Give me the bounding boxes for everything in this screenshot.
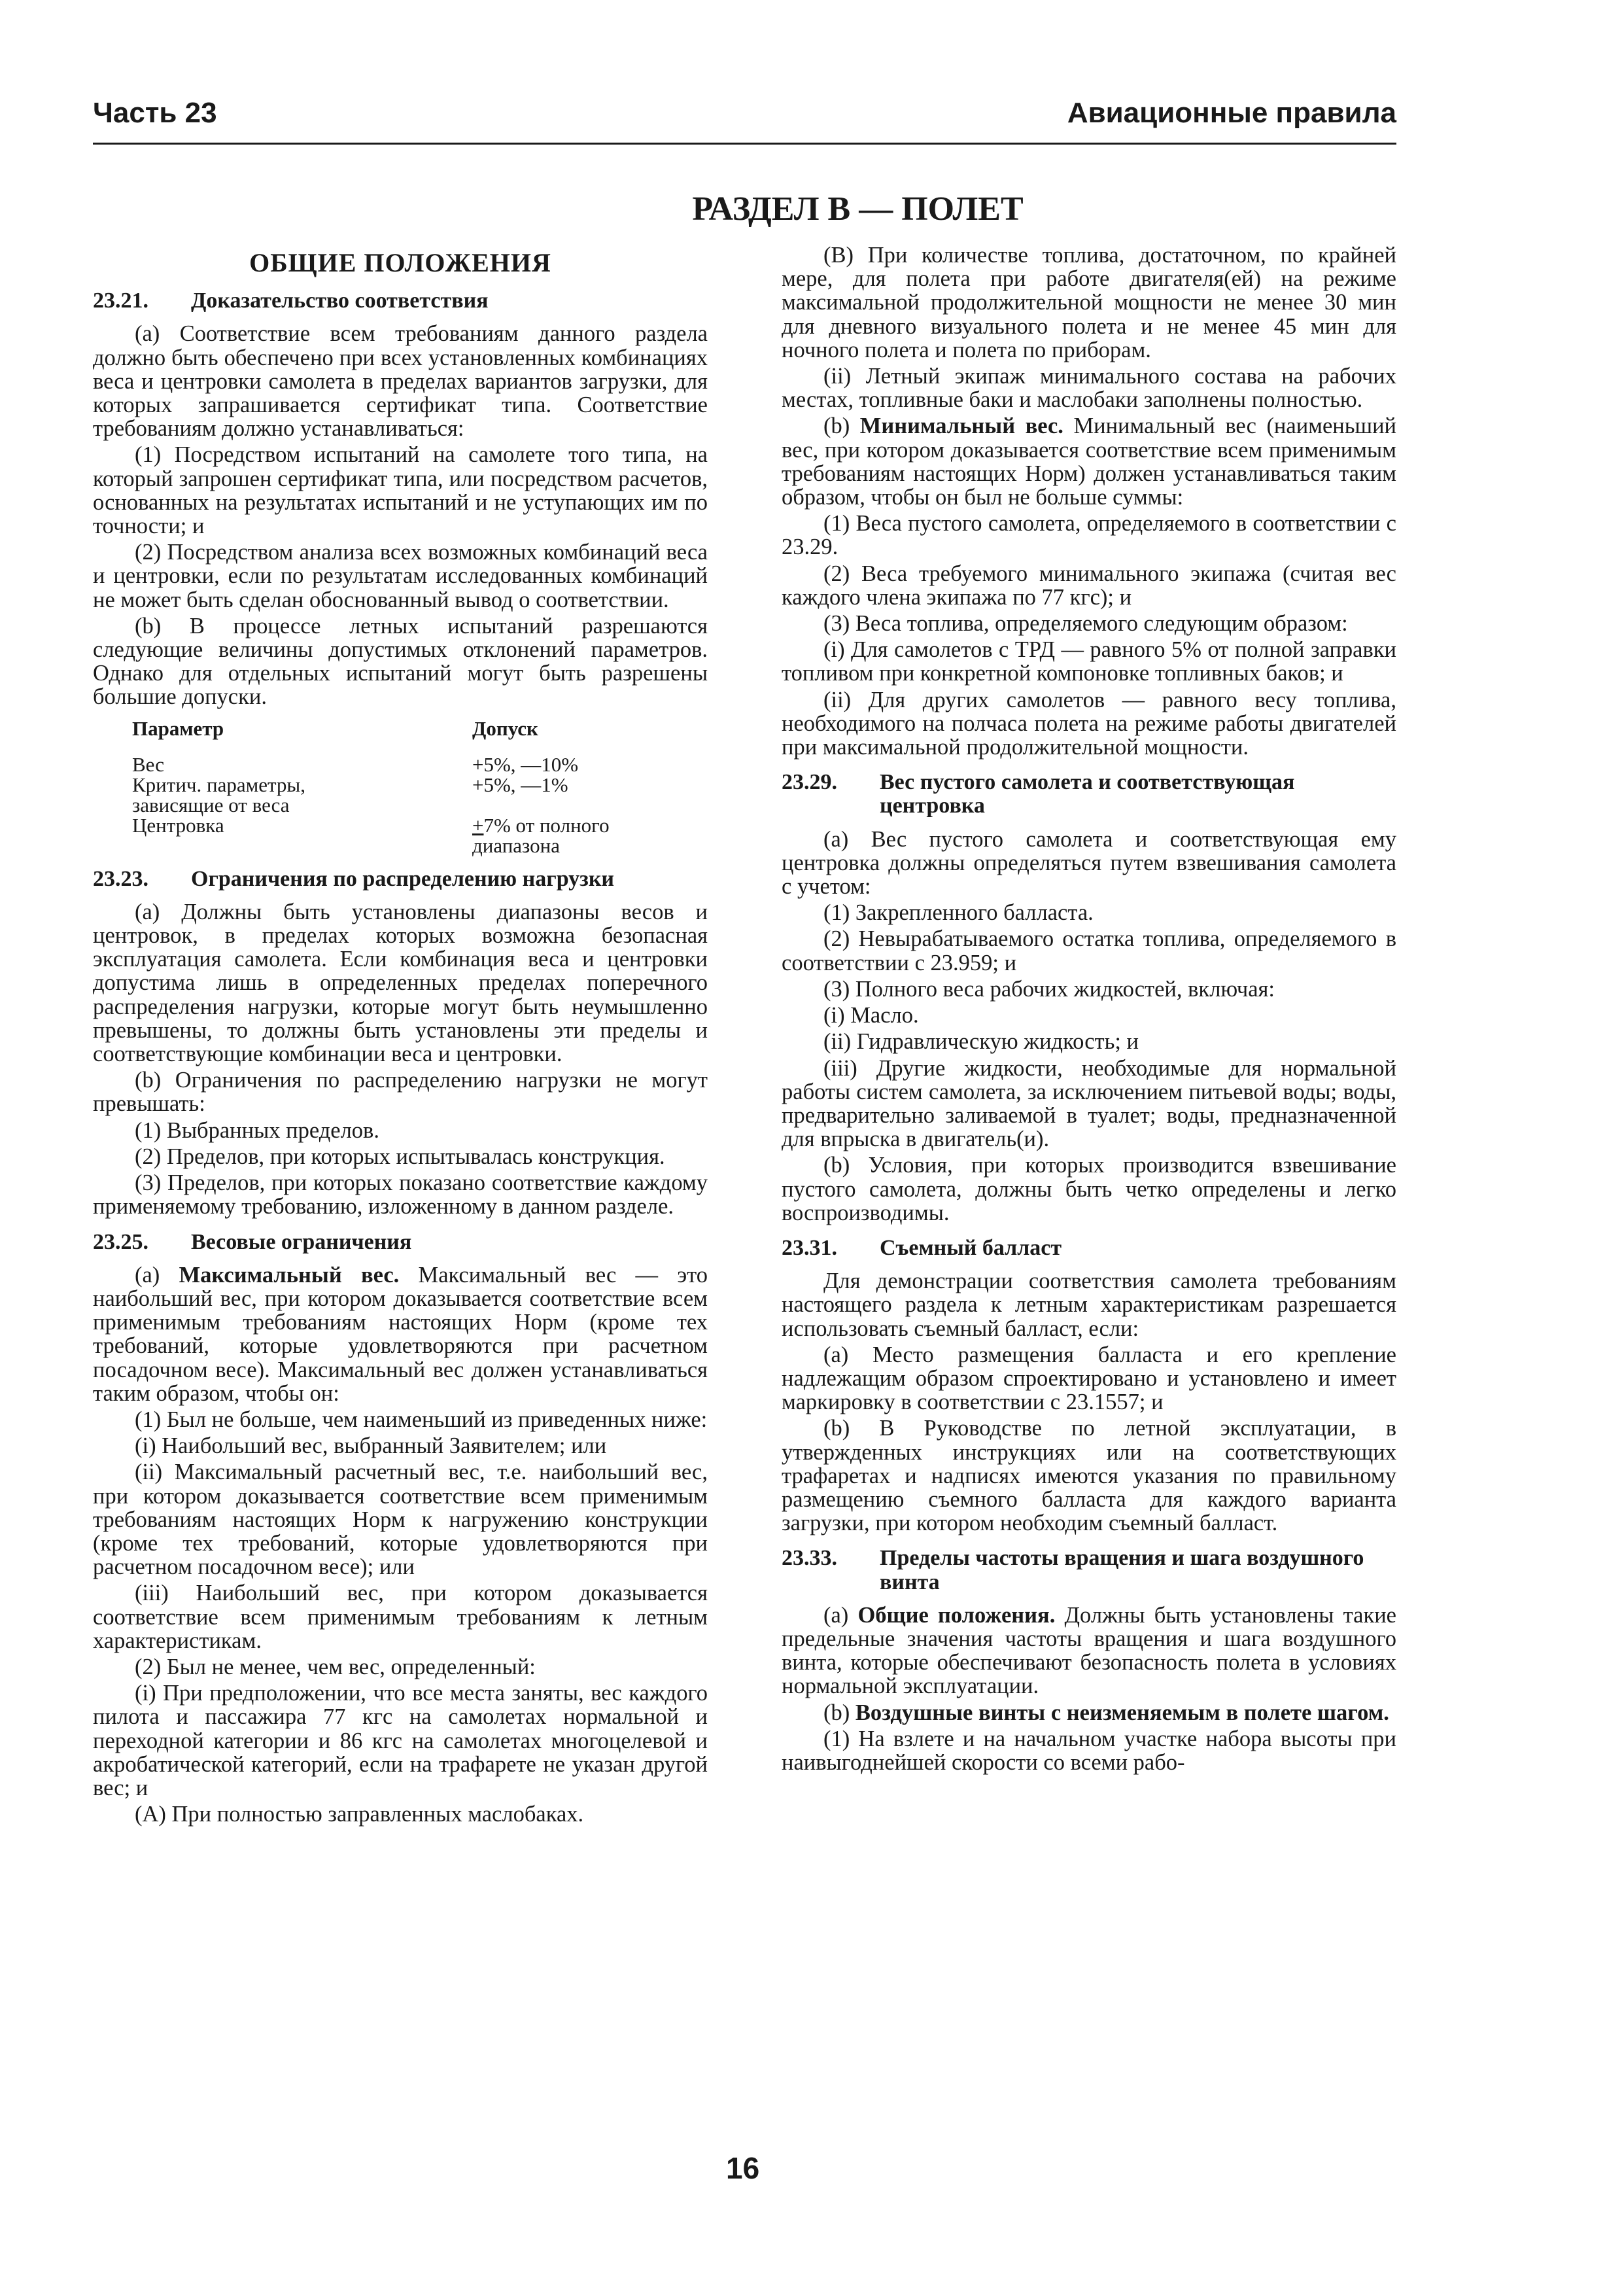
run-in-heading: Воздушные винты с неизменяемым в полете шагом. — [855, 1700, 1389, 1725]
table-cell — [472, 815, 708, 856]
table-header-cell: Параметр — [132, 716, 224, 740]
paragraph: (iii) Другие жидкости, необходимые для нормальной работы систем самолета, за исключением питьевой воды; воды, предварительно заливаемой в туалет; воды, предназначенной для впрыска в двигатель(и). — [782, 1055, 1396, 1152]
paragraph: (2) Пределов, при которых испытывалась конструкция. — [135, 1144, 665, 1169]
paragraph: (А) При полностью заправленных маслобаках. — [135, 1802, 584, 1827]
table-cell: +5%, —10% — [472, 752, 579, 776]
table-cell-line: Критич. параметры, — [132, 773, 305, 796]
heading-number: 23.33. — [782, 1546, 837, 1571]
table-cell — [132, 775, 472, 815]
paragraph-body: Минимальный вес (наименьший вес, при котором доказывается соответствие всем применимым требованиям настоящих Норм) должен устанавливаться таким образом, чтобы он был не больше суммы: — [782, 413, 1396, 510]
table-cell: +5%, —1% — [472, 773, 568, 796]
paragraph: (b) Ограничения по распределению нагрузки не могут превышать: — [93, 1068, 708, 1117]
page-number: 16 — [726, 2151, 760, 2185]
heading-title: Доказательство соответствия — [191, 289, 489, 313]
paragraph: (В) При количестве топлива, достаточном, по крайней мере, для полета при работе двигателя(ей) на режиме максимальной продолжительной мощности не менее 30 мин для дневного визуального полета и не менее 45 мин для ночного полета и полета по приборам. — [782, 243, 1396, 362]
heading-23-29 — [782, 771, 1396, 818]
paragraph: (а) Место размещения балласта и его крепление надлежащим образом спроектировано и установлено и имеет маркировку в соответствии с 23.1557; и — [782, 1342, 1396, 1415]
paragraph-prefix: (а) — [823, 1602, 858, 1628]
heading-number: 23.29. — [782, 770, 837, 795]
table-header-cell: Допуск — [472, 716, 538, 740]
right-column — [782, 243, 1396, 1777]
heading-23-33 — [782, 1547, 1396, 1594]
paragraph: (i) Наибольший вес, выбранный Заявителем; или — [135, 1433, 607, 1459]
heading-title: Весовые ограничения — [191, 1229, 412, 1254]
paragraph: (3) Пределов, при которых показано соответствие каждому применяемому требованию, изложенному в данном разделе. — [93, 1170, 708, 1219]
heading-title: Съемный балласт — [880, 1235, 1062, 1260]
heading-number: 23.25. — [93, 1229, 148, 1254]
table-cell: Вес — [132, 752, 164, 776]
paragraph: (1) На взлете и на начальном участке набора высоты при наивыгоднейшей скорости со всеми рабо- — [782, 1726, 1396, 1775]
heading-number: 23.31. — [782, 1235, 837, 1260]
paragraph: (i) Для самолетов с ТРД — равного 5% от полной заправки топливом при конкретной компоновке топливных баков; и — [782, 637, 1396, 686]
running-header-part: Часть 23 — [93, 97, 217, 129]
table-cell-line: зависящие от веса — [132, 793, 290, 816]
paragraph-prefix: (b) — [823, 413, 860, 439]
paragraph: (а) Соответствие всем требованиям данного раздела должно быть обеспечено при всех установленных комбинациях веса и центровки самолета в пределах вариантов загрузки, для которых запрашивается сертификат типа. Соответствие требованиям должно устанавливаться: — [93, 321, 708, 442]
paragraph: (а) Должны быть установлены диапазоны весов и центровок, в пределах которых возможна безопасная эксплуатация самолета. Если комбинация веса и центровки допустима лишь в определенных пределах поперечного распределения нагрузки, которые могут быть неумышленно превышены, то должны быть установлены эти пределы и соответствующие комбинации веса и центровки. — [93, 899, 708, 1067]
paragraph: (1) Посредством испытаний на самолете того типа, на который запрошен сертификат типа, или посредством расчетов, основанных на результатах испытаний и не уступающих им по точности; и — [93, 442, 708, 539]
paragraph: (3) Веса топлива, определяемого следующим образом: — [823, 611, 1348, 637]
paragraph: (2) Веса требуемого минимального экипажа (считая вес каждого члена экипажа по 77 кгс); и — [782, 561, 1396, 610]
subsection-title: ОБЩИЕ ПОЛОЖЕНИЯ — [249, 248, 551, 277]
heading-title: Ограничения по распределению нагрузки — [191, 866, 614, 891]
tolerance-table — [132, 718, 708, 856]
paragraph: (1) Выбранных пределов. — [135, 1117, 379, 1143]
section-title: РАЗДЕЛ В — ПОЛЕТ — [692, 190, 1024, 228]
heading-number: 23.23. — [93, 866, 148, 891]
paragraph: (b) В Руководстве по летной эксплуатации, в утвержденных инструкциях или на соответствующих трафаретах и надписях имеются указания по правильному размещению съемного балласта для каждого варианта загрузки, при котором необходим съемный балласт. — [782, 1416, 1396, 1536]
paragraph: (b) Условия, при которых производится взвешивание пустого самолета, должны быть четко определены и легко воспроизводимы. — [782, 1153, 1396, 1225]
paragraph: (1) Был не больше, чем наименьший из приведенных ниже: — [135, 1407, 708, 1432]
paragraph: (i) При предположении, что все места заняты, вес каждого пилота и пассажира 77 кгс на самолетах нормальной и переходной категории и 86 кгс на самолетах многоцелевой и акробатической категорий, если на трафарете не указан другой вес; и — [93, 1681, 708, 1800]
paragraph: (2) Посредством анализа всех возможных комбинаций веса и центровки, если по результатам исследованных комбинаций не может быть сделан обоснованный вывод о соответствии. — [93, 540, 708, 612]
paragraph — [93, 1263, 708, 1405]
paragraph-prefix: (b) — [823, 1700, 855, 1725]
paragraph: (а) Вес пустого самолета и соответствующая ему центровка должны определяться путем взвешивания самолета с учетом: — [782, 826, 1396, 900]
table-cell: Центровка — [132, 813, 224, 837]
heading-title: Вес пустого самолета и соответствующая центровка — [880, 770, 1295, 818]
paragraph-body: Максимальный вес — это наибольший вес, при котором доказывается соответствие всем применимым требованиям настоящих Норм (кроме тех требований, которые удовлетворяются при расчетном посадочном весе). Максимальный вес должен устанавливаться таким образом, чтобы он: — [93, 1262, 708, 1406]
header-divider — [93, 143, 1396, 145]
paragraph-prefix: (а) — [135, 1262, 179, 1288]
paragraph: (i) Масло. — [823, 1003, 919, 1028]
paragraph: Для демонстрации соответствия самолета требованиям настоящего раздела к летным характеристикам разрешается использовать съемный балласт, если: — [782, 1269, 1396, 1341]
paragraph: (ii) Гидравлическую жидкость; и — [823, 1029, 1139, 1055]
paragraph-body: Должны быть установлены такие предельные значения частоты вращения и шага воздушного винта, которые обеспечивают безопасность полета в условиях нормальной эксплуатации. — [782, 1602, 1396, 1699]
table-row — [132, 775, 708, 815]
table-row — [132, 754, 708, 775]
heading-number: 23.21. — [93, 289, 148, 313]
heading-23-21 — [93, 289, 708, 313]
heading-23-25 — [93, 1231, 708, 1254]
table-cell-line: 7% от полного — [483, 813, 610, 837]
run-in-heading: Общие положения. — [857, 1602, 1056, 1628]
paragraph: (ii) Максимальный расчетный вес, т.е. наибольший вес, при котором доказывается соответствие всем применимым требованиям настоящих Норм к нагружению конструкции (кроме тех требований, которые удовлетворяются при расчетном посадочном весе); или — [93, 1460, 708, 1580]
paragraph: (ii) Для других самолетов — равного весу топлива, необходимого на полчаса полета на режиме работы двигателей при максимальной продолжительной мощности. — [782, 687, 1396, 760]
paragraph: (ii) Летный экипаж минимального состава на рабочих местах, топливные баки и маслобаки заполнены полностью. — [782, 364, 1396, 413]
paragraph — [782, 1603, 1396, 1698]
table-header-row — [132, 718, 708, 739]
run-in-heading: Минимальный вес. — [859, 413, 1063, 439]
paragraph: (b) В процессе летных испытаний разрешаются следующие величины допустимых отклонений параметров. Однако для отдельных испытаний могут быть разрешены большие допуски. — [93, 613, 708, 710]
paragraph: (3) Полного веса рабочих жидкостей, включая: — [823, 976, 1275, 1002]
heading-title: Пределы частоты вращения и шага воздушного винта — [880, 1546, 1364, 1594]
paragraph: (iii) Наибольший вес, при котором доказывается соответствие всем применимым требованиям к летным характеристикам. — [93, 1581, 708, 1653]
plus-minus-sign: + — [472, 813, 484, 837]
paragraph — [782, 1701, 1396, 1725]
left-column — [93, 242, 708, 1829]
paragraph: (2) Был не менее, чем вес, определенный: — [135, 1654, 536, 1679]
run-in-heading: Максимальный вес. — [179, 1262, 400, 1288]
paragraph: (2) Невырабатываемого остатка топлива, определяемого в соответствии с 23.959; и — [782, 926, 1396, 975]
paragraph — [782, 414, 1396, 509]
paragraph: (1) Веса пустого самолета, определяемого в соответствии с 23.29. — [782, 511, 1396, 560]
heading-23-23 — [93, 867, 708, 891]
paragraph: (1) Закрепленного балласта. — [823, 900, 1094, 926]
running-header-title: Авиационные правила — [1067, 97, 1396, 129]
table-row — [132, 815, 708, 856]
table-cell-line: диапазона — [472, 833, 560, 857]
heading-23-31 — [782, 1236, 1396, 1260]
